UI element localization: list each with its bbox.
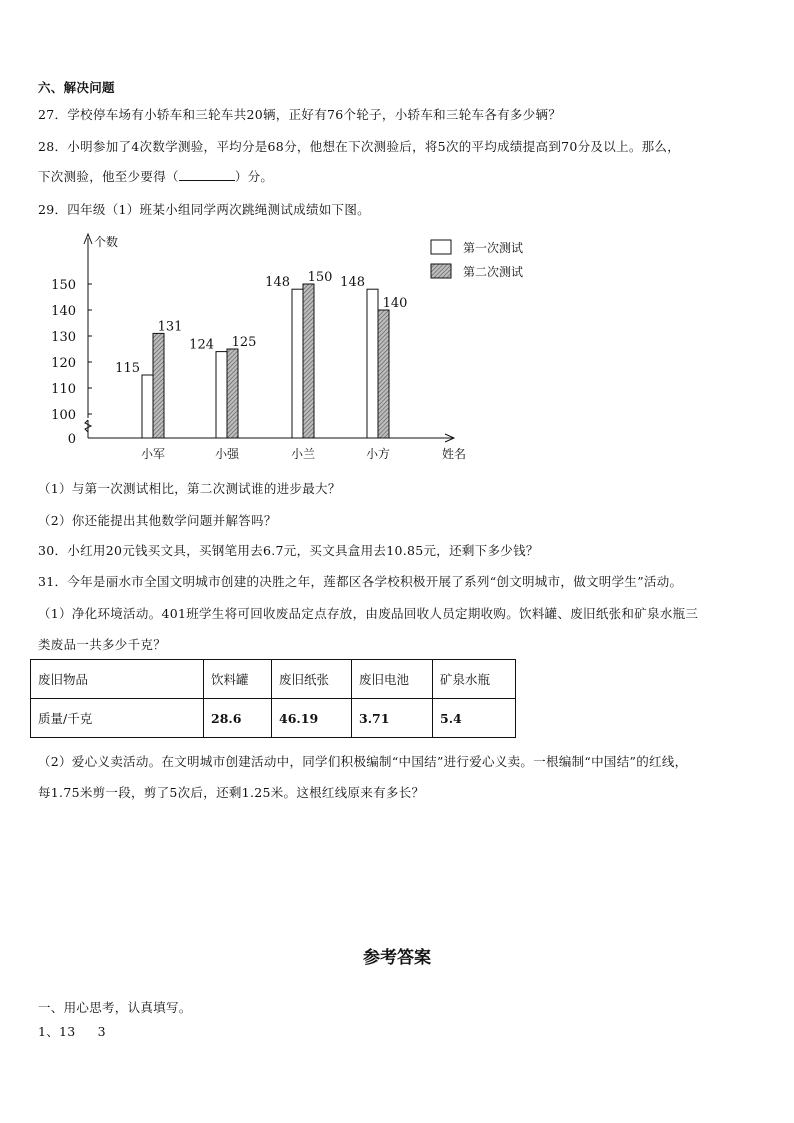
data-label: 124 bbox=[189, 337, 214, 353]
data-label: 115 bbox=[115, 361, 140, 376]
bar bbox=[216, 352, 227, 438]
chart-bars bbox=[142, 284, 389, 438]
answer-1 bbox=[38, 1022, 106, 1040]
question-27: 27．学校停车场有小轿车和三轮车共20辆，正好有76个轮子，小轿车和三轮车各有多少辆？ bbox=[38, 107, 562, 122]
jump-rope-bar-chart bbox=[44, 226, 524, 470]
table-row-label: 质量/千克 bbox=[31, 699, 204, 738]
answer-1-number: 1、13 bbox=[38, 1024, 76, 1039]
bar bbox=[292, 289, 303, 438]
answer-title: 参考答案 bbox=[363, 948, 431, 968]
category-label: 小强 bbox=[214, 447, 240, 461]
question-31-1-line1: （1）净化环境活动。401班学生将可回收废品定点存放，由废品回收人员定期收购。饮料罐、废旧纸张和矿泉水瓶三 bbox=[38, 606, 699, 621]
bar bbox=[227, 349, 238, 438]
table-header-cell: 饮料罐 bbox=[204, 660, 272, 699]
question-29-1: （1）与第一次测试相比，第二次测试谁的进步最大？ bbox=[38, 481, 341, 496]
data-label: 148 bbox=[265, 275, 290, 291]
question-29: 29．四年级（1）班某小组同学两次跳绳测试成绩如下图。 bbox=[38, 202, 370, 217]
question-31: 31．今年是丽水市全国文明城市创建的决胜之年，莲都区各学校积极开展了系列“创文明城市，做文明学生”活动。 bbox=[38, 574, 683, 589]
category-label: 小兰 bbox=[290, 447, 316, 461]
data-label: 125 bbox=[231, 335, 257, 350]
question-29-2: （2）你还能提出其他数学问题并解答吗？ bbox=[38, 513, 277, 528]
bar bbox=[378, 310, 389, 438]
question-28-text-b: ）分。 bbox=[234, 169, 274, 184]
answer-1-value: 3 bbox=[97, 1024, 106, 1039]
table-header-cell: 废旧纸张 bbox=[272, 660, 352, 699]
chart-axes bbox=[51, 234, 466, 461]
bar bbox=[142, 375, 153, 438]
table-header-cell: 废旧电池 bbox=[352, 660, 433, 699]
section-title: 六、解决问题 bbox=[38, 80, 115, 95]
y-tick-label: 140 bbox=[51, 304, 76, 319]
bar bbox=[303, 284, 314, 438]
y-axis-label: 个数 bbox=[94, 235, 119, 249]
question-31-2-line2: 每1.75米剪一段，剪了5次后，还剩1.25米。这根红线原来有多长？ bbox=[38, 785, 425, 800]
waste-table bbox=[30, 659, 516, 738]
legend-label: 第一次测试 bbox=[463, 241, 524, 255]
bar bbox=[153, 333, 164, 438]
chart-legend bbox=[431, 240, 523, 279]
y-tick-label: 130 bbox=[51, 330, 76, 345]
question-30: 30．小红用20元钱买文具，买钢笔用去6.7元，买文具盒用去10.85元，还剩下多少钱？ bbox=[38, 543, 539, 558]
question-28-line1: 28．小明参加了4次数学测验，平均分是68分，他想在下次测验后，将5次的平均成绩提高到70分及以上。那么， bbox=[38, 139, 681, 154]
table-row bbox=[31, 699, 516, 738]
table-header-cell: 矿泉水瓶 bbox=[433, 660, 516, 699]
y-tick-label: 120 bbox=[51, 356, 76, 371]
question-28-text-a: 下次测验，他至少要得（ bbox=[38, 169, 179, 184]
category-label: 小军 bbox=[140, 447, 166, 461]
y-tick-label: 110 bbox=[51, 382, 76, 397]
table-cell: 28.6 bbox=[204, 699, 272, 738]
x-axis-label: 姓名 bbox=[441, 447, 466, 461]
table-header-cell: 废旧物品 bbox=[31, 660, 204, 699]
table-cell: 5.4 bbox=[433, 699, 516, 738]
question-31-2-line1: （2）爱心义卖活动。在文明城市创建活动中，同学们积极编制“中国结”进行爱心义卖。一根编制“中国结”的红线， bbox=[38, 754, 688, 769]
data-label: 131 bbox=[157, 319, 183, 335]
table-cell: 3.71 bbox=[352, 699, 433, 738]
bar bbox=[367, 289, 378, 438]
answer-blank bbox=[179, 168, 235, 181]
y-tick-label: 100 bbox=[51, 408, 76, 423]
question-28-line2 bbox=[38, 167, 273, 185]
y-tick-label: 0 bbox=[67, 432, 76, 447]
table-row bbox=[31, 660, 516, 699]
legend-swatch bbox=[431, 240, 451, 254]
legend-label: 第二次测试 bbox=[463, 265, 524, 279]
category-label: 小方 bbox=[365, 447, 391, 461]
question-31-1-line2: 类废品一共多少千克？ bbox=[38, 637, 167, 652]
legend-swatch bbox=[431, 264, 451, 278]
answer-section: 一、用心思考，认真填写。 bbox=[38, 1000, 192, 1015]
y-tick-label: 150 bbox=[51, 278, 76, 293]
table-cell: 46.19 bbox=[272, 699, 352, 738]
data-label: 148 bbox=[340, 275, 365, 291]
data-label: 140 bbox=[382, 296, 408, 311]
data-label: 150 bbox=[307, 270, 333, 285]
